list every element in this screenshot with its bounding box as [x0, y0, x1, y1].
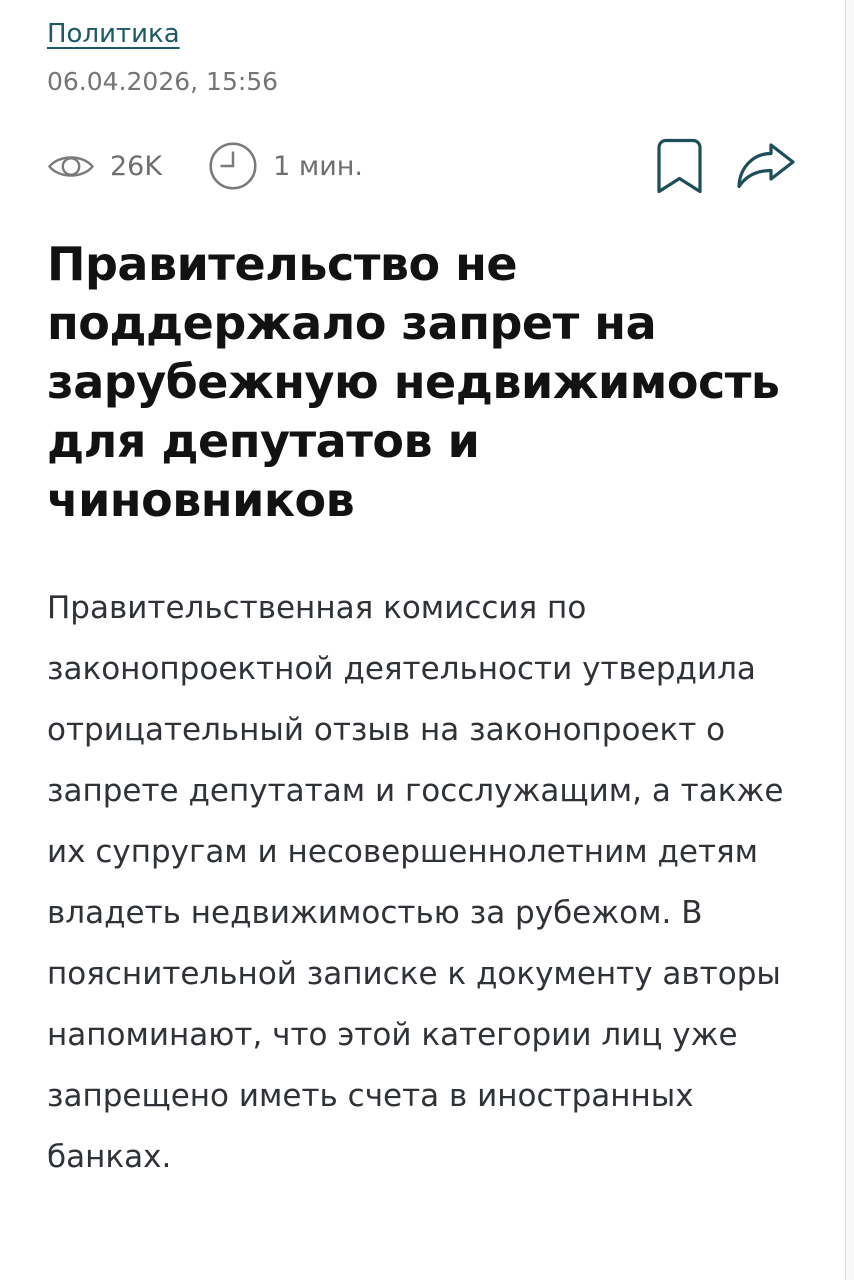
scrollbar-track[interactable] [845, 0, 854, 1280]
article-body: Правительственная комиссия по законопроектной деятельности утвердила отрицательный отзыв на законопроект о запрете депутатам и госслужащим, а также их супругам и несовершеннолетним детям владеть недвижимостью за рубежом. В пояснительной записке к документу авторы напоминают, что этой категории лиц уже запрещено иметь счета в иностранных банках. [47, 590, 784, 1175]
bookmark-icon [656, 138, 703, 195]
views-count: 26K [110, 150, 163, 182]
category-link[interactable]: Политика [47, 19, 180, 49]
read-time-label: 1 мин. [273, 150, 363, 182]
share-icon [735, 141, 797, 191]
eye-icon [47, 151, 95, 182]
read-time-stat [208, 141, 363, 191]
share-button[interactable] [735, 141, 797, 191]
article-headline: Правительство не поддержало запрет на зарубежную недвижимость для депутатов и чиновников [47, 237, 780, 527]
clock-icon [208, 141, 258, 191]
views-stat [47, 151, 162, 182]
bookmark-button[interactable] [656, 138, 703, 195]
stats-row [47, 137, 797, 195]
publish-date: 06.04.2026, 15:56 [47, 67, 279, 96]
